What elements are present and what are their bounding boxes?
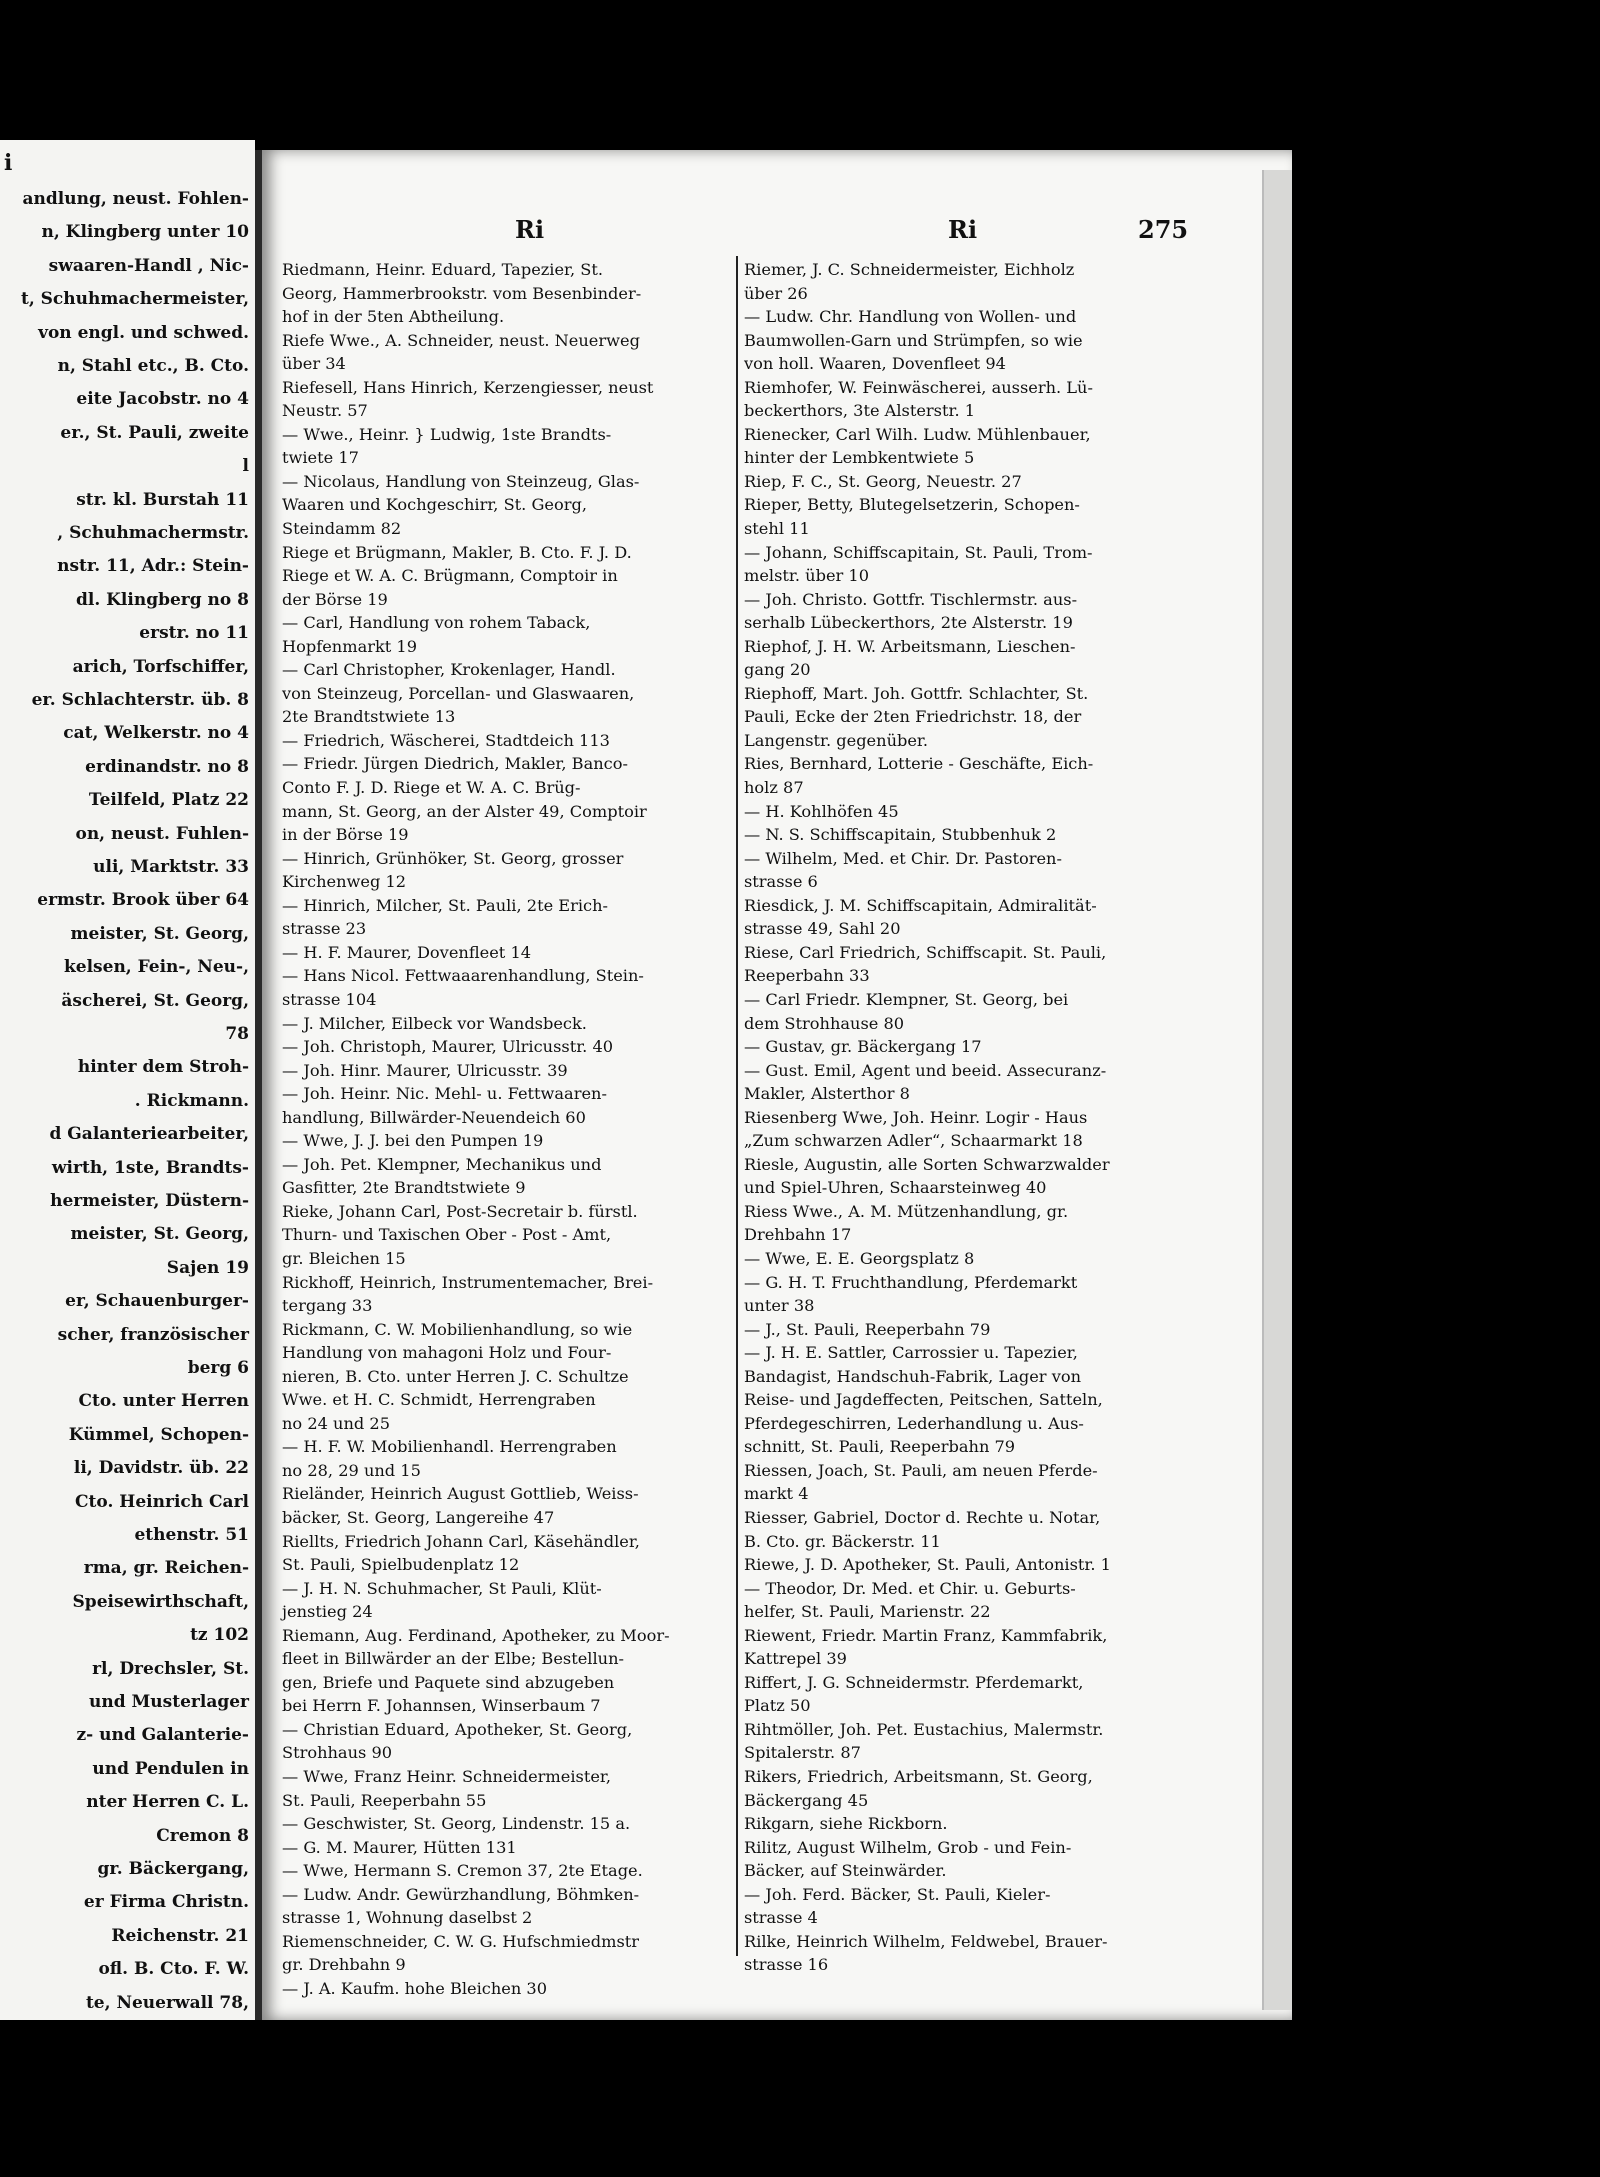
- entry-line: — Wwe, Hermann S. Cremon 37, 2te Etage.: [282, 1861, 643, 1881]
- entry-line: — Wwe, J. J. bei den Pumpen 19: [282, 1131, 544, 1151]
- entry-line: helfer, St. Pauli, Marienstr. 22: [744, 1602, 991, 1622]
- entry-line: Riefesell, Hans Hinrich, Kerzengiesser, neust: [282, 377, 654, 397]
- previous-page-line: 78: [225, 1024, 249, 1044]
- entry-line: — Joh. Pet. Klempner, Mechanikus und: [282, 1154, 602, 1174]
- entry-line: — H. F. W. Mobilienhandl. Herrengraben: [282, 1437, 617, 1457]
- previous-page-line: nstr. 11, Adr.: Stein-: [57, 556, 249, 577]
- entry-line: Reise- und Jagdeffecten, Peitschen, Satteln,: [744, 1390, 1103, 1410]
- entry-line: — Joh. Christo. Gottfr. Tischlermstr. aus-: [744, 589, 1078, 609]
- entry-line: Platz 50: [744, 1696, 811, 1716]
- entry-line: twiete 17: [282, 448, 359, 468]
- entry-line: Rienecker, Carl Wilh. Ludw. Mühlenbauer,: [744, 424, 1091, 444]
- entry-line: Riesser, Gabriel, Doctor d. Rechte u. Notar,: [744, 1507, 1101, 1527]
- previous-page-line: er., St. Pauli, zweite: [60, 422, 249, 443]
- entry-line: strasse 6: [744, 872, 818, 892]
- previous-page-line: meister, St. Georg,: [70, 923, 249, 944]
- previous-page-line: n, Klingberg unter 10: [41, 222, 249, 243]
- entry-line: Gasfitter, 2te Brandtstwiete 9: [282, 1178, 526, 1198]
- entry-line: B. Cto. gr. Bäckerstr. 11: [744, 1531, 941, 1551]
- entry-line: — G. H. T. Fruchthandlung, Pferdemarkt: [744, 1272, 1078, 1292]
- entry-line: — J. H. N. Schuhmacher, St Pauli, Klüt-: [282, 1578, 602, 1598]
- previous-page-line: nter Herren C. L.: [86, 1792, 249, 1813]
- previous-page-line: l: [242, 456, 249, 477]
- previous-page-line: und Pendulen in: [92, 1758, 249, 1779]
- entry-line: Bandagist, Handschuh-Fabrik, Lager von: [744, 1366, 1082, 1386]
- previous-page-line: str. kl. Burstah 11: [76, 489, 249, 510]
- previous-page-line: ofl. B. Cto. F. W.: [98, 1959, 249, 1980]
- entry-line: — Gustav, gr. Bäckergang 17: [744, 1037, 982, 1057]
- entry-line: Riege et W. A. C. Brügmann, Comptoir in: [282, 566, 618, 586]
- entry-line: der Börse 19: [282, 589, 388, 609]
- entry-line: — Joh. Heinr. Nic. Mehl- u. Fettwaaren-: [282, 1084, 607, 1104]
- entry-line: — Hinrich, Grünhöker, St. Georg, grosser: [282, 848, 624, 868]
- previous-page-line: kelsen, Fein-, Neu-,: [64, 957, 249, 978]
- entry-line: — Joh. Ferd. Bäcker, St. Pauli, Kieler-: [744, 1884, 1051, 1904]
- entry-line: über 34: [282, 354, 346, 374]
- entry-line: Kattrepel 39: [744, 1649, 847, 1669]
- entry-line: Pauli, Ecke der 2ten Friedrichstr. 18, der: [744, 707, 1082, 727]
- page-number: 275: [1138, 215, 1189, 244]
- entry-line: und Spiel-Uhren, Schaarsteinweg 40: [744, 1178, 1047, 1198]
- entry-line: Pferdegeschirren, Lederhandlung u. Aus-: [744, 1413, 1084, 1433]
- entry-line: Rilke, Heinrich Wilhelm, Feldwebel, Brauer-: [744, 1931, 1108, 1951]
- entry-line: Riesenberg Wwe, Joh. Heinr. Logir - Haus: [744, 1107, 1088, 1127]
- previous-page-line: n, Stahl etc., B. Cto.: [57, 356, 249, 376]
- entry-line: — J. H. E. Sattler, Carrossier u. Tapezier,: [744, 1343, 1078, 1363]
- previous-page-line: berg 6: [187, 1358, 249, 1378]
- entry-line: schnitt, St. Pauli, Reeperbahn 79: [744, 1437, 1016, 1457]
- previous-page-line: arich, Torfschiffer,: [72, 656, 249, 677]
- entry-line: über 26: [744, 283, 808, 303]
- previous-page-line: eite Jacobstr. no 4: [76, 389, 249, 410]
- previous-page-line: cat, Welkerstr. no 4: [63, 723, 249, 744]
- previous-page-line: on, neust. Fuhlen-: [75, 823, 249, 844]
- entry-line: holz 87: [744, 778, 804, 798]
- previous-page-line: er Firma Christn.: [83, 1892, 249, 1913]
- entry-line: Riemenschneider, C. W. G. Hufschmiedmstr: [282, 1931, 640, 1951]
- previous-page-line: gr. Bäckergang,: [97, 1859, 249, 1879]
- entry-line: — Hans Nicol. Fettwaaarenhandlung, Stein-: [282, 966, 644, 986]
- entry-line: — Hinrich, Milcher, St. Pauli, 2te Erich-: [282, 895, 608, 915]
- entry-line: — Gust. Emil, Agent und beeid. Assecuranz-: [744, 1060, 1107, 1080]
- previous-page-line: andlung, neust. Fohlen-: [22, 189, 249, 209]
- previous-page-line: Cremon 8: [156, 1825, 249, 1846]
- entry-line: strasse 49, Sahl 20: [744, 919, 901, 939]
- entry-line: Rikers, Friedrich, Arbeitsmann, St. Georg,: [744, 1767, 1093, 1786]
- column-divider: [736, 256, 738, 1956]
- entry-line: Riemann, Aug. Ferdinand, Apotheker, zu Moor-: [282, 1625, 670, 1645]
- right-column: [744, 258, 1180, 1977]
- entry-line: — J., St. Pauli, Reeperbahn 79: [744, 1319, 991, 1339]
- entry-line: — Wilhelm, Med. et Chir. Dr. Pastoren-: [744, 848, 1062, 868]
- entry-line: St. Pauli, Reeperbahn 55: [282, 1790, 487, 1810]
- previous-page-line: ermstr. Brook über 64: [37, 890, 249, 911]
- previous-page-line: Cto. unter Herren: [78, 1391, 249, 1412]
- previous-page-line: meister, St. Georg,: [70, 1224, 249, 1245]
- entry-line: gen, Briefe und Paquete sind abzugeben: [282, 1672, 615, 1692]
- previous-page-line: von engl. und schwed.: [38, 322, 249, 343]
- entry-line: Rilitz, August Wilhelm, Grob - und Fein-: [744, 1837, 1072, 1857]
- previous-page-line: Cto. Heinrich Carl: [75, 1491, 249, 1512]
- entry-line: Ries, Bernhard, Lotterie - Geschäfte, Eich-: [744, 754, 1094, 774]
- previous-page-line: t, Schuhmachermeister,: [20, 289, 249, 310]
- entry-line: Rieke, Johann Carl, Post-Secretair b. fürstl.: [282, 1201, 638, 1221]
- previous-page-line: li, Davidstr. üb. 22: [73, 1458, 249, 1479]
- entry-line: unter 38: [744, 1296, 815, 1316]
- previous-page-line: rma, gr. Reichen-: [83, 1558, 249, 1579]
- entry-line: fleet in Billwärder an der Elbe; Bestellun-: [282, 1649, 624, 1669]
- entry-line: Conto F. J. D. Riege et W. A. C. Brüg-: [282, 778, 581, 798]
- entry-line: — N. S. Schiffscapitain, Stubbenhuk 2: [744, 825, 1057, 845]
- previous-page-line: wirth, 1ste, Brandts-: [51, 1157, 249, 1178]
- entry-line: melstr. über 10: [744, 566, 870, 586]
- entry-line: Riefe Wwe., A. Schneider, neust. Neuerweg: [282, 330, 640, 350]
- previous-page-line: Speisewirthschaft,: [72, 1591, 249, 1612]
- entry-line: — H. Kohlhöfen 45: [744, 801, 899, 821]
- entry-line: Langenstr. gegenüber.: [744, 730, 929, 750]
- entry-line: Spitalerstr. 87: [744, 1743, 861, 1763]
- entry-line: strasse 104: [282, 989, 377, 1009]
- entry-line: Riellts, Friedrich Johann Carl, Käsehändler,: [282, 1531, 640, 1551]
- entry-line: Drehbahn 17: [744, 1225, 852, 1245]
- previous-page-line: erstr. no 11: [139, 623, 249, 644]
- entry-line: hof in der 5ten Abtheilung.: [282, 307, 505, 327]
- entry-line: Strohhaus 90: [282, 1743, 393, 1763]
- entry-line: beckerthors, 3te Alsterstr. 1: [744, 401, 976, 421]
- entry-line: — Ludw. Andr. Gewürzhandlung, Böhmken-: [282, 1884, 640, 1904]
- previous-page-line: Reichenstr. 21: [111, 1925, 249, 1946]
- entry-line: — Wwe, Franz Heinr. Schneidermeister,: [282, 1767, 612, 1786]
- entry-line: — Friedrich, Wäscherei, Stadtdeich 113: [282, 730, 610, 750]
- entry-line: Rickmann, C. W. Mobilienhandlung, so wie: [282, 1319, 633, 1339]
- entry-line: — Wwe., Heinr. } Ludwig, 1ste Brandts-: [282, 424, 612, 444]
- left-column: [282, 258, 732, 2000]
- previous-page-line: hinter dem Stroh-: [77, 1057, 249, 1078]
- entry-line: bei Herrn F. Johannsen, Winserbaum 7: [282, 1696, 601, 1716]
- entry-line: tergang 33: [282, 1296, 373, 1316]
- entry-line: serhalb Lübeckerthors, 2te Alsterstr. 19: [744, 613, 1073, 633]
- previous-page-line: d Galanteriearbeiter,: [49, 1124, 249, 1145]
- entry-line: Riemhofer, W. Feinwäscherei, ausserh. Lü-: [744, 377, 1093, 397]
- entry-line: no 24 und 25: [282, 1413, 391, 1433]
- previous-page-line: uli, Marktstr. 33: [93, 857, 249, 877]
- entry-line: Rieländer, Heinrich August Gottlieb, Weiss-: [282, 1484, 639, 1504]
- previous-page-line: ethenstr. 51: [134, 1525, 249, 1545]
- entry-line: — Carl Friedr. Klempner, St. Georg, bei: [744, 989, 1069, 1009]
- entry-line: strasse 23: [282, 919, 367, 939]
- entry-line: Riesdick, J. M. Schiffscapitain, Admiralität-: [744, 895, 1097, 915]
- right-column-header: Ri: [948, 215, 978, 244]
- previous-page-line: Kümmel, Schopen-: [68, 1424, 249, 1445]
- entry-line: markt 4: [744, 1484, 809, 1504]
- previous-page: [0, 140, 255, 2020]
- previous-page-line: tz 102: [190, 1625, 249, 1646]
- entry-line: — Friedr. Jürgen Diedrich, Makler, Banco-: [282, 754, 628, 774]
- previous-page-line: äscherei, St. Georg,: [61, 990, 249, 1011]
- entry-line: — Joh. Christoph, Maurer, Ulricusstr. 40: [282, 1037, 614, 1057]
- entry-line: no 28, 29 und 15: [282, 1460, 421, 1480]
- entry-line: von Steinzeug, Porcellan- und Glaswaaren,: [282, 683, 635, 703]
- previous-page-line: rl, Drechsler, St.: [92, 1658, 249, 1679]
- previous-page-header: i: [4, 150, 13, 176]
- entry-line: handlung, Billwärder-Neuendeich 60: [282, 1107, 586, 1127]
- entry-line: strasse 4: [744, 1908, 818, 1928]
- entry-line: Bäcker, auf Steinwärder.: [744, 1861, 947, 1881]
- entry-line: stehl 11: [744, 519, 810, 539]
- entry-line: — Carl, Handlung von rohem Taback,: [282, 613, 591, 633]
- entry-line: Waaren und Kochgeschirr, St. Georg,: [282, 495, 587, 515]
- entry-line: Rickhoff, Heinrich, Instrumentemacher, Brei-: [282, 1272, 654, 1292]
- previous-page-line: er. Schlachterstr. üb. 8: [31, 690, 249, 710]
- previous-page-line: scher, französischer: [57, 1324, 249, 1345]
- entry-line: gr. Drehbahn 9: [282, 1955, 406, 1975]
- entry-line: Riesle, Augustin, alle Sorten Schwarzwalder: [744, 1154, 1110, 1174]
- entry-line: Thurn- und Taxischen Ober - Post - Amt,: [282, 1225, 612, 1245]
- left-column-header: Ri: [515, 215, 545, 244]
- entry-line: 2te Brandtstwiete 13: [282, 707, 456, 727]
- previous-page-line: und Musterlager: [88, 1692, 249, 1712]
- entry-line: Riess Wwe., A. M. Mützenhandlung, gr.: [744, 1201, 1069, 1221]
- entry-line: gr. Bleichen 15: [282, 1248, 406, 1268]
- entry-line: St. Pauli, Spielbudenplatz 12: [282, 1555, 520, 1575]
- entry-line: — G. M. Maurer, Hütten 131: [282, 1837, 517, 1857]
- entry-line: — Johann, Schiffscapitain, St. Pauli, Trom-: [744, 542, 1093, 562]
- entry-line: Bäckergang 45: [744, 1790, 869, 1810]
- entry-line: in der Börse 19: [282, 825, 409, 845]
- entry-line: dem Strohhause 80: [744, 1013, 905, 1033]
- entry-line: — Wwe, E. E. Georgsplatz 8: [744, 1248, 975, 1268]
- entry-line: — J. Milcher, Eilbeck vor Wandsbeck.: [282, 1013, 587, 1033]
- previous-page-line: dl. Klingberg no 8: [75, 589, 249, 610]
- entry-line: Steindamm 82: [282, 519, 402, 539]
- entry-line: — J. A. Kaufm. hohe Bleichen 30: [282, 1978, 548, 1998]
- entry-line: Wwe. et H. C. Schmidt, Herrengraben: [282, 1390, 596, 1410]
- entry-line: Reeperbahn 33: [744, 966, 870, 986]
- entry-line: Riewe, J. D. Apotheker, St. Pauli, Antonistr. 1: [744, 1555, 1111, 1575]
- entry-line: Riffert, J. G. Schneidermstr. Pferdemarkt,: [744, 1672, 1084, 1692]
- entry-line: Rihtmöller, Joh. Pet. Eustachius, Malermstr.: [744, 1719, 1104, 1739]
- previous-page-line: erdinandstr. no 8: [85, 756, 249, 777]
- entry-line: strasse 1, Wohnung daselbst 2: [282, 1908, 533, 1928]
- entry-line: Riege et Brügmann, Makler, B. Cto. F. J. D.: [282, 542, 632, 562]
- entry-line: Rikgarn, siehe Rickborn.: [744, 1814, 948, 1834]
- entry-line: — Nicolaus, Handlung von Steinzeug, Glas-: [282, 471, 640, 491]
- entry-line: — Christian Eduard, Apotheker, St. Georg,: [282, 1719, 633, 1739]
- entry-line: nieren, B. Cto. unter Herren J. C. Schultze: [282, 1366, 629, 1386]
- entry-line: Riedmann, Heinr. Eduard, Tapezier, St.: [282, 260, 604, 279]
- entry-line: Kirchenweg 12: [282, 872, 407, 892]
- entry-line: „Zum schwarzen Adler“, Schaarmarkt 18: [744, 1131, 1083, 1151]
- entry-line: Baumwollen-Garn und Strümpfen, so wie: [744, 330, 1083, 350]
- page-edge: [1262, 170, 1292, 2010]
- previous-page-line: z- und Galanterie-: [76, 1725, 249, 1746]
- previous-page-line: . Rickmann.: [134, 1090, 249, 1111]
- entry-line: — Geschwister, St. Georg, Lindenstr. 15 a.: [282, 1814, 631, 1834]
- entry-line: Riemer, J. C. Schneidermeister, Eichholz: [744, 260, 1075, 279]
- previous-page-line: , Schuhmachermstr.: [57, 523, 249, 543]
- entry-line: gang 20: [744, 660, 811, 680]
- entry-line: — Theodor, Dr. Med. et Chir. u. Geburts-: [744, 1578, 1076, 1598]
- entry-line: Rieper, Betty, Blutegelsetzerin, Schopen-: [744, 495, 1080, 515]
- entry-line: bäcker, St. Georg, Langereihe 47: [282, 1507, 555, 1527]
- entry-line: hinter der Lembkentwiete 5: [744, 448, 975, 468]
- entry-line: — H. F. Maurer, Dovenfleet 14: [282, 942, 532, 962]
- entry-line: Makler, Alsterthor 8: [744, 1084, 910, 1104]
- entry-line: Neustr. 57: [282, 401, 368, 421]
- entry-line: — Joh. Hinr. Maurer, Ulricusstr. 39: [282, 1060, 568, 1080]
- entry-line: jenstieg 24: [282, 1602, 373, 1622]
- entry-line: Riessen, Joach, St. Pauli, am neuen Pferde-: [744, 1460, 1098, 1480]
- entry-line: — Carl Christopher, Krokenlager, Handl.: [282, 660, 616, 680]
- entry-line: mann, St. Georg, an der Alster 49, Comptoir: [282, 801, 647, 821]
- entry-line: Riep, F. C., St. Georg, Neuestr. 27: [744, 471, 1022, 491]
- entry-line: Hopfenmarkt 19: [282, 636, 418, 656]
- previous-page-line: swaaren-Handl , Nic-: [48, 255, 249, 276]
- entry-line: Riephof, J. H. W. Arbeitsmann, Lieschen-: [744, 636, 1076, 656]
- previous-page-line: Teilfeld, Platz 22: [88, 790, 249, 811]
- entry-line: Riewent, Friedr. Martin Franz, Kammfabrik,: [744, 1625, 1108, 1645]
- entry-line: Georg, Hammerbrookstr. vom Besenbinder-: [282, 283, 642, 303]
- entry-line: Riese, Carl Friedrich, Schiffscapit. St. Pauli,: [744, 942, 1107, 962]
- entry-line: Riephoff, Mart. Joh. Gottfr. Schlachter, St.: [744, 683, 1089, 703]
- entry-line: von holl. Waaren, Dovenfleet 94: [744, 354, 1006, 374]
- previous-page-line: Sajen 19: [166, 1257, 249, 1278]
- entry-line: Handlung von mahagoni Holz und Four-: [282, 1343, 612, 1363]
- entry-line: — Ludw. Chr. Handlung von Wollen- und: [744, 307, 1077, 327]
- entry-line: strasse 16: [744, 1955, 829, 1975]
- previous-page-line: er, Schauenburger-: [65, 1291, 249, 1312]
- previous-page-line: te, Neuerwall 78,: [85, 1992, 249, 2013]
- previous-page-line: hermeister, Düstern-: [50, 1191, 249, 1211]
